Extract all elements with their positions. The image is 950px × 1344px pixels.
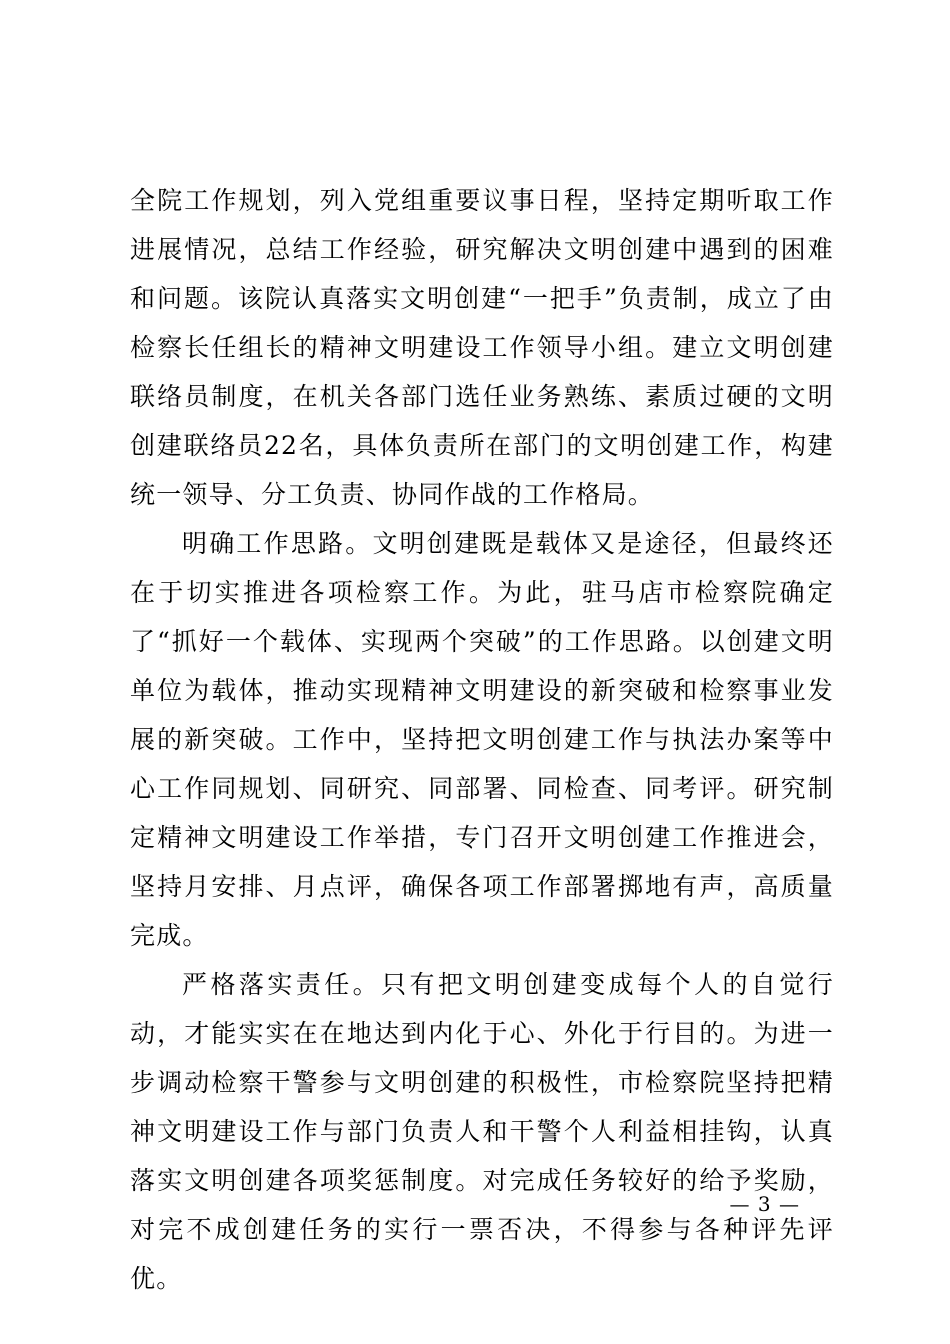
page-number: — 3 —: [729, 1192, 800, 1216]
paragraph-continued: 全院工作规划，列入党组重要议事日程，坚持定期听取工作进展情况，总结工作经验，研究解决文明创建中遇到的困难和问题。该院认真落实文明创建“一把手”负责制，成立了由检察长任组长的精神文明建设工作领导小组。建立文明创建联络员制度，在机关各部门选任业务熟练、素质过硬的文明创建联络员22名，具体负责所在部门的文明创建工作，构建统一领导、分工负责、协同作战的工作格局。: [130, 186, 834, 509]
body-text: [130, 176, 834, 1303]
paragraph-implement-responsibility: 严格落实责任。只有把文明创建变成每个人的自觉行动，才能实实在在地达到内化于心、外化于行目的。为进一步调动检察干警参与文明创建的积极性，市检察院坚持把精神文明建设工作与部门负责人和干警个人利益相挂钩，认真落实文明创建各项奖惩制度。对完成任务较好的给予奖励，对完不成创建任务的实行一票否决，不得参与各种评先评优。: [130, 970, 834, 1293]
paragraph-clarify-thinking: 明确工作思路。文明创建既是载体又是途径，但最终还在于切实推进各项检察工作。为此，驻马店市检察院确定了“抓好一个载体、实现两个突破”的工作思路。以创建文明单位为载体，推动实现精神文明建设的新突破和检察事业发展的新突破。工作中，坚持把文明创建工作与执法办案等中心工作同规划、同研究、同部署、同检查、同考评。研究制定精神文明建设工作举措，专门召开文明创建工作推进会，坚持月安排、月点评，确保各项工作部署掷地有声，高质量完成。: [130, 529, 834, 950]
